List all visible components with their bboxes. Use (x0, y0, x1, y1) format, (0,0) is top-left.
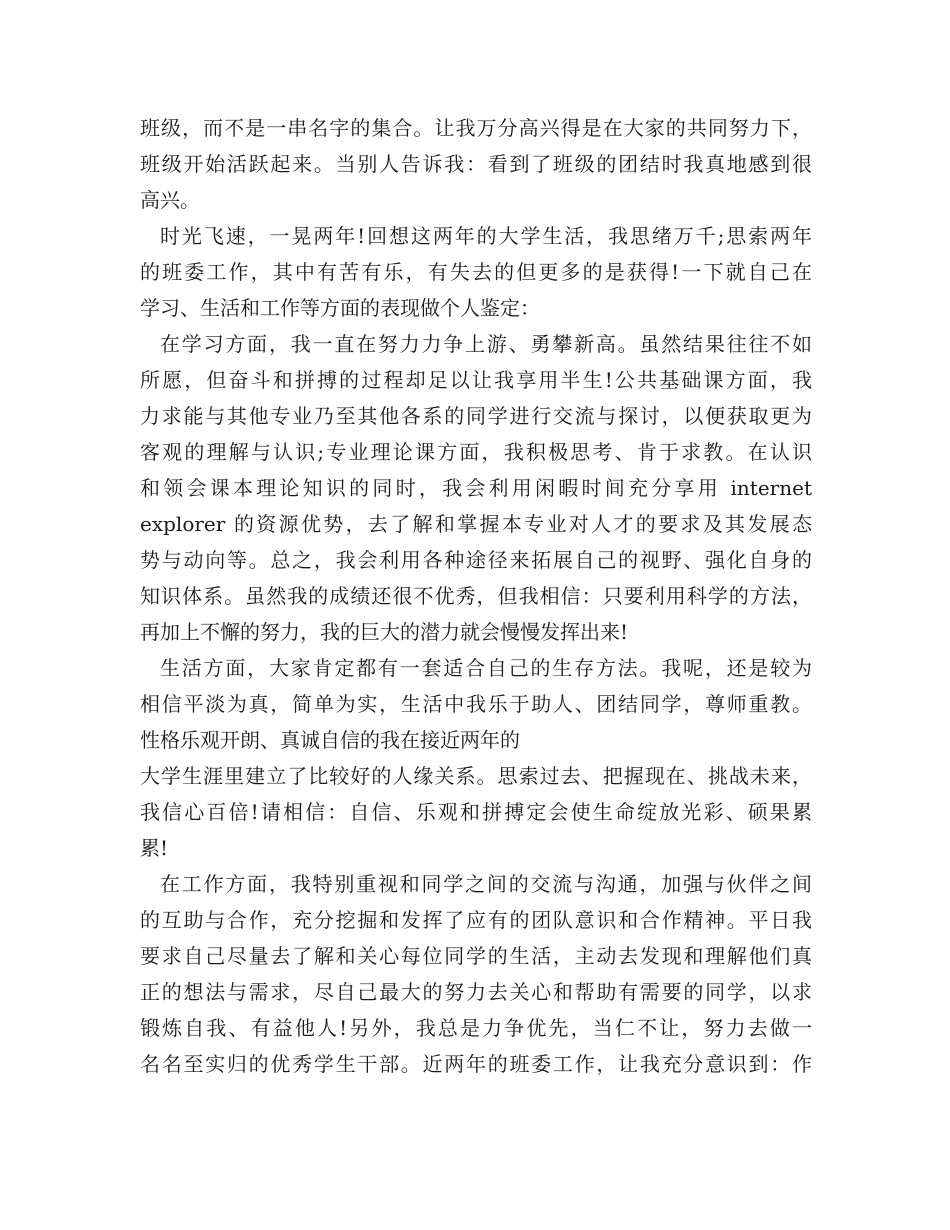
text-line: 再加上不懈的努力，我的巨大的潜力就会慢慢发挥出来! (140, 620, 629, 644)
text-line: explorer 的资源优势，去了解和掌握本专业对人才的要求及其发展态 (140, 512, 812, 536)
document-body (140, 110, 812, 1082)
text-line: 我信心百倍!请相信：自信、乐观和拼搏定会使生命绽放光彩、硕果累 (140, 800, 812, 824)
text-line: 力求能与其他专业乃至其他各系的同学进行交流与探讨，以便获取更为 (140, 404, 812, 428)
text-line: 所愿，但奋斗和拼搏的过程却足以让我享用半生!公共基础课方面，我 (140, 368, 812, 392)
text-line: 的班委工作，其中有苦有乐，有失去的但更多的是获得!一下就自己在 (140, 260, 812, 284)
text-line: 性格乐观开朗、真诚自信的我在接近两年的 (140, 728, 520, 752)
paragraph-first-line: 在学习方面，我一直在努力力争上游、勇攀新高。虽然结果往往不如 (160, 332, 812, 356)
paragraph-first-line: 生活方面，大家肯定都有一套适合自己的生存方法。我呢，还是较为 (160, 656, 812, 680)
paragraph-first-line: 在工作方面，我特别重视和同学之间的交流与沟通，加强与伙伴之间 (160, 872, 812, 896)
text-line: 累! (140, 836, 169, 860)
text-line: 知识体系。虽然我的成绩还很不优秀，但我相信：只要利用科学的方法， (140, 584, 812, 608)
text-line: 大学生涯里建立了比较好的人缘关系。思索过去、把握现在、挑战未来， (140, 764, 812, 788)
text-line: 要求自己尽量去了解和关心每位同学的生活，主动去发现和理解他们真 (140, 944, 812, 968)
text-line: 相信平淡为真，简单为实，生活中我乐于助人、团结同学，尊师重教。 (140, 692, 812, 716)
text-line: 班级开始活跃起来。当别人告诉我：看到了班级的团结时我真地感到很 (140, 152, 812, 176)
text-line: 客观的理解与认识;专业理论课方面，我积极思考、肯于求教。在认识 (140, 440, 812, 464)
text-line: 正的想法与需求，尽自己最大的努力去关心和帮助有需要的同学，以求 (140, 980, 812, 1004)
text-line: 锻炼自我、有益他人!另外，我总是力争优先，当仁不让，努力去做一 (140, 1016, 812, 1040)
text-line: 高兴。 (140, 188, 200, 212)
paragraph-first-line: 时光飞速，一晃两年!回想这两年的大学生活，我思绪万千;思索两年 (160, 224, 812, 248)
text-line: 名名至实归的优秀学生干部。近两年的班委工作，让我充分意识到：作 (140, 1052, 812, 1076)
text-line: 势与动向等。总之，我会利用各种途径来拓展自己的视野、强化自身的 (140, 548, 812, 572)
text-line: 的互助与合作，充分挖掘和发挥了应有的团队意识和合作精神。平日我 (140, 908, 812, 932)
text-line: 学习、生活和工作等方面的表现做个人鉴定： (140, 296, 540, 320)
text-line: 和领会课本理论知识的同时，我会利用闲暇时间充分享用 internet (140, 476, 812, 500)
text-line: 班级，而不是一串名字的集合。让我万分高兴得是在大家的共同努力下， (140, 116, 812, 140)
